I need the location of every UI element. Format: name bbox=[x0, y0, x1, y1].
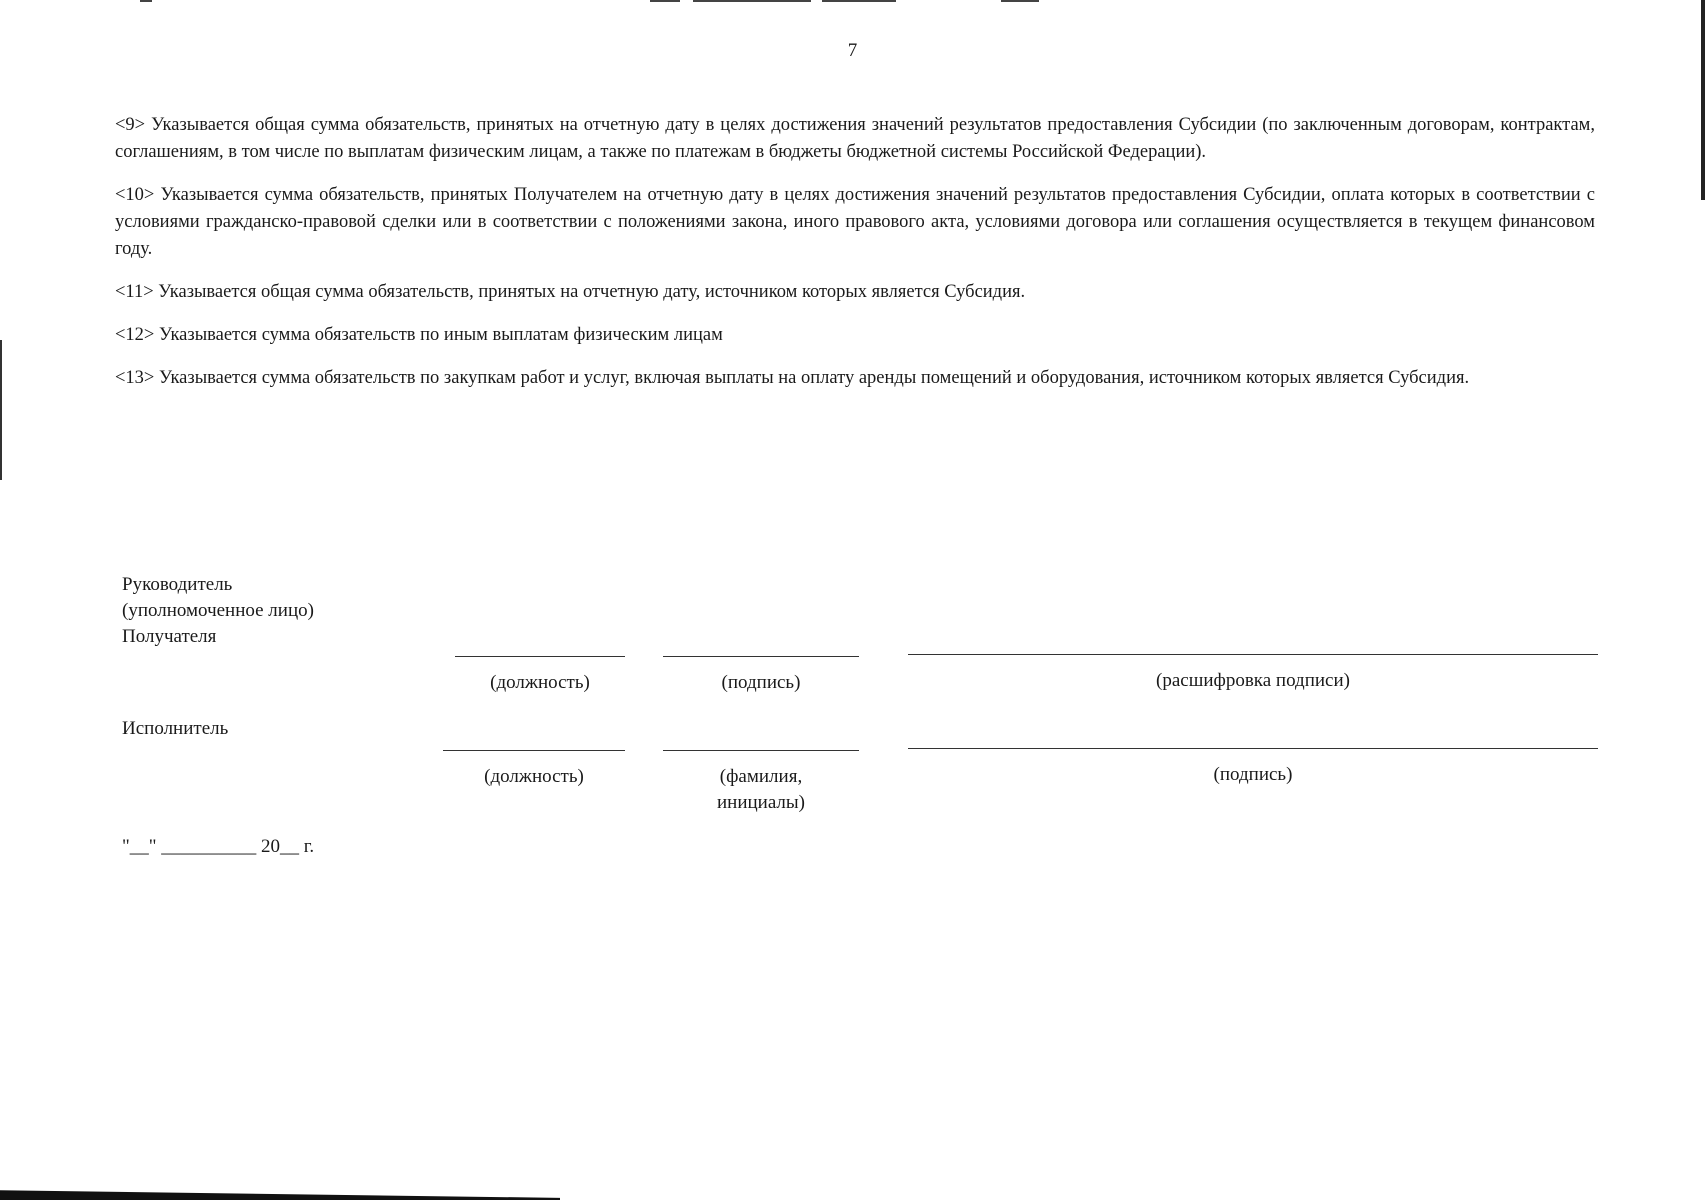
scan-edge-top-1 bbox=[140, 0, 152, 2]
head-label bbox=[122, 572, 314, 650]
executor-caption-name bbox=[663, 764, 859, 816]
head-label-line1: Руководитель bbox=[122, 574, 233, 595]
footnote-11: <11> Указывается общая сумма обязательств, принятых на отчетную дату, источником которых является Субсидия. bbox=[115, 282, 1026, 302]
head-position-line bbox=[455, 656, 625, 657]
footnote-9: <9> Указывается общая сумма обязательств, принятых на отчетную дату в целях достижения значений результатов предоставления Субсидии (по заключенным договорам, контрактам, соглашениям, в том числе по выплатам физическим лицам, а также по платежам в бюджеты бюджетной системы Российской Федерации). bbox=[115, 115, 1595, 162]
head-decoding-line bbox=[908, 654, 1598, 655]
head-caption-decoding: (расшифровка подписи) bbox=[1156, 670, 1350, 691]
executor-label: Исполнитель bbox=[122, 718, 229, 739]
executor-name-line bbox=[663, 750, 859, 751]
scan-edge-top-4 bbox=[822, 0, 896, 2]
head-caption-position: (должность) bbox=[490, 672, 590, 693]
head-signature-line bbox=[663, 656, 859, 657]
footnote-12: <12> Указывается сумма обязательств по иным выплатам физическим лицам bbox=[115, 325, 723, 345]
scan-edge-top-2 bbox=[650, 0, 680, 2]
scan-edge-left bbox=[0, 340, 2, 480]
footnote-10: <10> Указывается сумма обязательств, принятых Получателем на отчетную дату в целях достижения значений результатов предоставления Субсидии, оплата которых в соответствии с условиями гражданско-правовой сделки или в соответствии с положениями закона, иного правового акта, условиями договора или соглашения осуществляется в текущем финансовом году. bbox=[115, 185, 1595, 259]
scan-edge-top-3 bbox=[693, 0, 811, 2]
page-number: 7 bbox=[847, 40, 858, 61]
scan-edge-top-5 bbox=[1001, 0, 1039, 2]
scan-edge-right bbox=[1701, 0, 1705, 200]
date-line: "__" __________ 20__ г. bbox=[122, 836, 315, 857]
footnotes bbox=[115, 112, 1595, 408]
executor-caption-position: (должность) bbox=[484, 766, 584, 787]
head-caption-signature: (подпись) bbox=[721, 672, 801, 693]
footnote-13: <13> Указывается сумма обязательств по закупкам работ и услуг, включая выплаты на оплату аренды помещений и оборудования, источником которых является Субсидия. bbox=[115, 368, 1470, 388]
head-label-line2: (уполномоченное лицо) bbox=[122, 600, 314, 621]
executor-caption-signature: (подпись) bbox=[1213, 764, 1293, 785]
executor-signature-line bbox=[908, 748, 1598, 749]
head-label-line3: Получателя bbox=[122, 626, 217, 647]
executor-caption-name-line1: (фамилия, bbox=[719, 766, 803, 787]
executor-position-line bbox=[443, 750, 625, 751]
scan-edge-bottom bbox=[0, 1186, 560, 1200]
executor-caption-name-line2: инициалы) bbox=[716, 792, 805, 813]
